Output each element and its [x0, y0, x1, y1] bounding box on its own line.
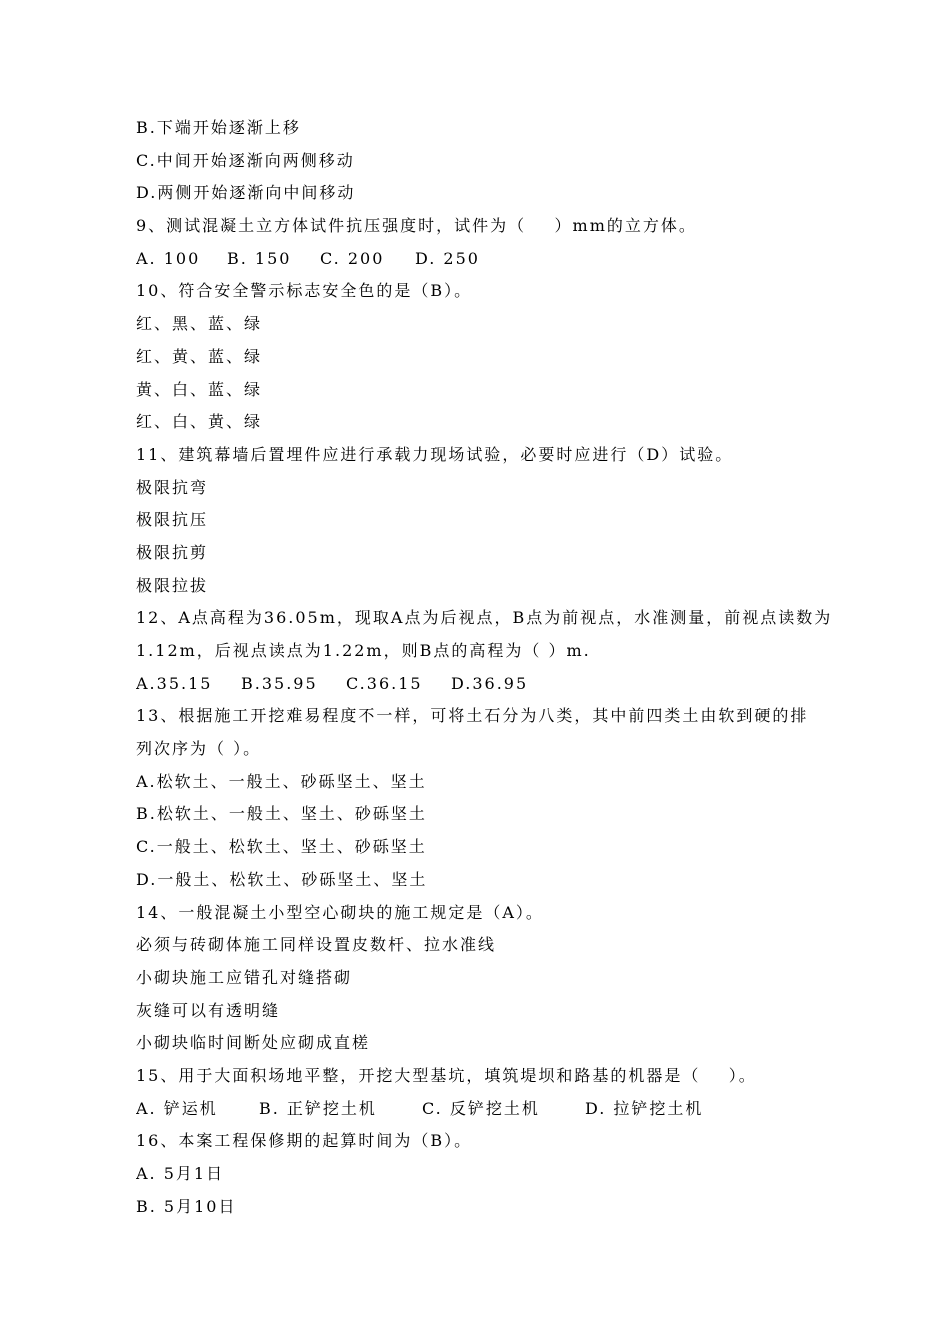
text-line: 小砌块施工应错孔对缝搭砌: [136, 967, 353, 987]
text-line: 红、白、黄、绿: [136, 412, 263, 432]
text-line: 10、符合安全警示标志安全色的是（B）。: [136, 281, 473, 301]
text-line: 红、黑、蓝、绿: [136, 314, 263, 334]
q9-option-b: B. 150: [227, 248, 292, 268]
q9-option-a: A. 100: [136, 248, 201, 268]
text-line: 灰缝可以有透明缝: [136, 1000, 281, 1020]
q15-option-c: C. 反铲挖土机: [422, 1098, 540, 1118]
text-line: 13、根据施工开挖难易程度不一样，可将土石分为八类，其中前四类土由软到硬的排: [136, 706, 809, 726]
text-line: 极限抗压: [136, 510, 209, 530]
text-line: C.中间开始逐渐向两侧移动: [136, 150, 355, 170]
text-line: 小砌块临时间断处应砌成直槎: [136, 1033, 371, 1053]
q15-option-a: A. 铲运机: [136, 1098, 218, 1118]
q9-option-d: D. 250: [415, 248, 480, 268]
q12-option-d: D.36.95: [451, 673, 529, 693]
text-block-top: [136, 112, 836, 243]
text-line: 14、一般混凝土小型空心砌块的施工规定是（A）。: [136, 902, 544, 922]
text-line: C.一般土、松软土、坚土、砂砾坚土: [136, 837, 427, 857]
text-line: 极限拉拔: [136, 575, 209, 595]
text-line: 12、A点高程为36.05m，现取A点为后视点，B点为前视点，水准测量，前视点读数为: [136, 608, 833, 628]
text-line: A. 5月1日: [136, 1164, 225, 1183]
text-line: A.松软土、一般土、砂砾坚土、坚土: [136, 771, 427, 791]
text-line: B.下端开始逐渐上移: [136, 118, 301, 137]
q12-option-b: B.35.95: [241, 673, 318, 693]
text-line: 极限抗剪: [136, 542, 209, 562]
q9-options-row: [136, 243, 836, 276]
text-line: 列次序为（ ）。: [136, 739, 262, 759]
text-line: 16、本案工程保修期的起算时间为（B）。: [136, 1131, 473, 1151]
q12-option-a: A.35.15: [136, 673, 213, 693]
text-line: 9、测试混凝土立方体试件抗压强度时，试件为（ ）mm的立方体。: [136, 216, 697, 236]
text-line: 15、用于大面积场地平整，开挖大型基坑，填筑堤坝和路基的机器是（ ）。: [136, 1065, 757, 1085]
text-line: 极限抗弯: [136, 477, 209, 497]
text-line: B.松软土、一般土、坚土、砂砾坚土: [136, 804, 427, 824]
text-block-mid1: [136, 275, 836, 667]
text-line: 黄、白、蓝、绿: [136, 379, 263, 399]
text-line: D.一般土、松软土、砂砾坚土、坚土: [136, 869, 428, 889]
q15-option-d: D. 拉铲挖土机: [585, 1098, 704, 1118]
text-line: 必须与砖砌体施工同样设置皮数杆、拉水准线: [136, 935, 497, 955]
q15-options-row: [136, 1093, 836, 1126]
text-line: 红、黄、蓝、绿: [136, 346, 263, 366]
text-block-mid2: [136, 700, 836, 1092]
q9-option-c: C. 200: [320, 248, 385, 268]
q12-option-c: C.36.15: [346, 673, 423, 693]
text-line: 1.12m，后视点读点为1.22m，则B点的高程为（ ）m.: [136, 641, 591, 660]
q15-option-b: B. 正铲挖土机: [259, 1098, 377, 1118]
document-body: [136, 112, 836, 1223]
text-line: D.两侧开始逐渐向中间移动: [136, 183, 356, 203]
text-line: 11、建筑幕墙后置埋件应进行承载力现场试验，必要时应进行（D）试验。: [136, 444, 734, 464]
text-block-bottom: [136, 1125, 836, 1223]
q12-options-row: [136, 668, 836, 701]
text-line: B. 5月10日: [136, 1196, 237, 1216]
